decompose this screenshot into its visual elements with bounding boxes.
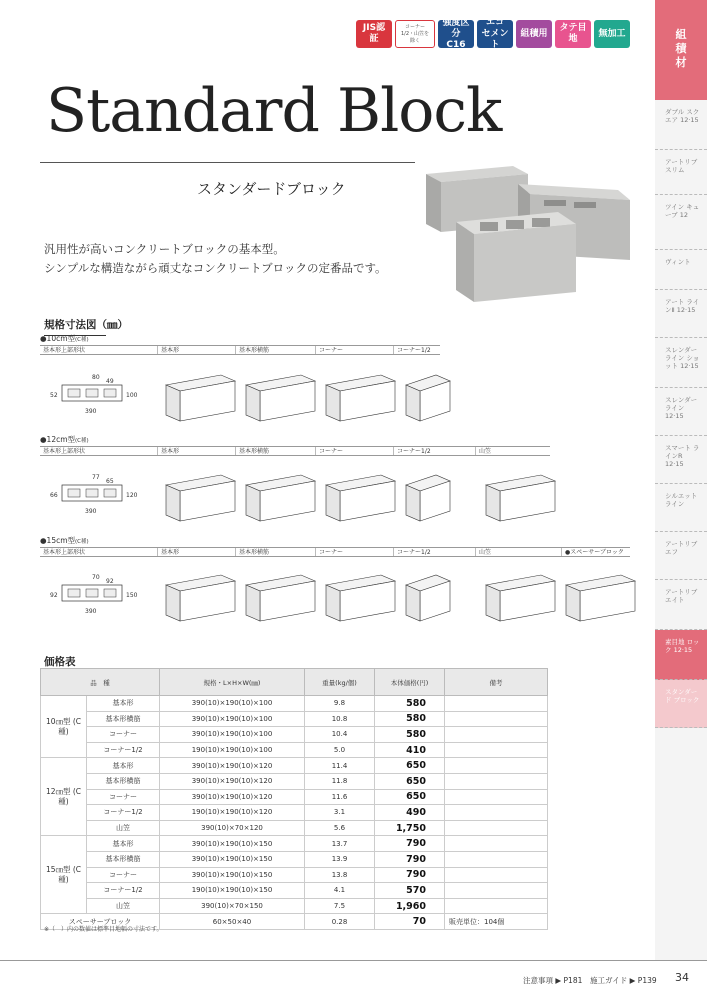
item-cell: コーナー — [87, 727, 160, 743]
sidebar-item[interactable]: シルエット ライン — [655, 484, 707, 532]
group-cell: 15㎝型 (C種) — [41, 836, 87, 914]
item-cell: コーナー — [87, 789, 160, 805]
note-cell — [445, 773, 548, 789]
page-number: 34 — [675, 971, 689, 984]
sidebar-item[interactable]: スマート ラインR 12·15 — [655, 436, 707, 484]
size-cell: 60×50×40 — [160, 914, 305, 930]
block-end — [246, 385, 260, 421]
weight-cell: 5.6 — [305, 820, 375, 836]
title-divider — [40, 162, 415, 163]
plan-cell — [86, 489, 98, 497]
footer-divider — [0, 960, 707, 961]
table-row — [41, 773, 548, 789]
weight-cell: 10.4 — [305, 727, 375, 743]
jis-note-badge: コーナー1/2・山笠を除く — [395, 20, 435, 48]
description — [44, 240, 387, 278]
size-cell: 190(10)×190(10)×100 — [160, 742, 305, 758]
sidebar-head-char: 材 — [675, 56, 687, 69]
group-cell: 12㎝型 (C種) — [41, 758, 87, 836]
group-cell: 10㎝型 (C種) — [41, 696, 87, 758]
item-cell: 基本形横筋 — [87, 711, 160, 727]
description-line: シンプルな構造ながら頑丈なコンクリートブロックの定番品です。 — [44, 261, 387, 275]
dim-label: 390 — [85, 608, 97, 615]
block-end — [406, 585, 420, 621]
item-cell: コーナー1/2 — [87, 742, 160, 758]
spec-col: 基本形 — [158, 447, 236, 455]
type-label-text: ●10cm型 — [40, 334, 76, 343]
caution-link[interactable]: 注意事項 ▶ P181 — [523, 976, 583, 985]
table-row — [41, 727, 548, 743]
spec-col: コーナー1/2 — [394, 548, 476, 556]
table-row — [41, 836, 548, 852]
strength-badge: 強度区分 C16 — [438, 20, 474, 48]
item-cell: 基本形横筋 — [87, 851, 160, 867]
plan-cell — [68, 589, 80, 597]
price-cell: 580 — [375, 711, 445, 727]
size-cell: 390(10)×190(10)×100 — [160, 696, 305, 712]
note-cell — [445, 867, 548, 883]
spec-col: コーナー — [316, 447, 394, 455]
sidebar-item[interactable]: アートリブ エフ — [655, 532, 707, 580]
item-cell: 山笠 — [87, 898, 160, 914]
type-grade: (C種) — [75, 337, 89, 343]
feature-badges — [356, 17, 630, 50]
block-end — [486, 485, 500, 521]
item-cell: 基本形 — [87, 758, 160, 774]
dim-label: 66 — [50, 492, 58, 499]
dim-label: 100 — [126, 392, 138, 399]
size-cell: 190(10)×190(10)×120 — [160, 805, 305, 821]
weight-cell: 4.1 — [305, 883, 375, 899]
eco-badge: エコ セメント — [477, 20, 513, 48]
note-cell — [445, 696, 548, 712]
block-end — [166, 385, 180, 421]
size-cell: 390(10)×70×120 — [160, 820, 305, 836]
col-size: 規格・L×H×W(㎜) — [160, 669, 305, 696]
size-cell: 390(10)×190(10)×150 — [160, 867, 305, 883]
size-cell: 390(10)×190(10)×120 — [160, 758, 305, 774]
item-cell: コーナー — [87, 867, 160, 883]
type-grade: (C種) — [75, 438, 89, 444]
size-cell: 390(10)×190(10)×120 — [160, 773, 305, 789]
product-photo — [418, 162, 638, 312]
block-end — [406, 385, 420, 421]
weight-cell: 0.28 — [305, 914, 375, 930]
price-cell: 490 — [375, 805, 445, 821]
price-cell: 790 — [375, 867, 445, 883]
weight-cell: 7.5 — [305, 898, 375, 914]
jis-badge: JIS認証 — [356, 20, 392, 48]
type-grade: (C種) — [75, 539, 89, 545]
price-cell: 790 — [375, 836, 445, 852]
block-end — [566, 585, 580, 621]
type-label-text: ●15cm型 — [40, 536, 76, 545]
sidebar-head-char: 組 — [675, 28, 687, 41]
price-cell: 70 — [375, 914, 445, 930]
spec-col: 基本形上部形状 — [40, 548, 158, 556]
sidebar-item[interactable]: アート ラインⅡ 12·15 — [655, 290, 707, 338]
dim-label: 49 — [106, 378, 114, 385]
spec-col: 基本形上部形状 — [40, 346, 158, 354]
category-sidebar — [655, 0, 707, 960]
weight-cell: 11.8 — [305, 773, 375, 789]
col-product: 品 種 — [41, 669, 160, 696]
spec-col: 基本形 — [158, 548, 236, 556]
item-cell: 基本形 — [87, 696, 160, 712]
weight-cell: 13.8 — [305, 867, 375, 883]
plan-cell — [104, 389, 116, 397]
dim-label: 65 — [106, 478, 114, 485]
block-end — [326, 585, 340, 621]
price-cell: 790 — [375, 851, 445, 867]
weight-cell: 5.0 — [305, 742, 375, 758]
note-cell — [445, 898, 548, 914]
weight-cell: 13.7 — [305, 836, 375, 852]
spec-col: 山笠 — [479, 448, 492, 455]
table-row — [41, 742, 548, 758]
note-cell — [445, 883, 548, 899]
note-cell — [445, 805, 548, 821]
dim-label: 77 — [92, 474, 100, 481]
block-end — [486, 585, 500, 621]
dim-label: 92 — [106, 578, 114, 585]
spec-col: 基本形横筋 — [236, 548, 316, 556]
unprocessed-badge: 無加工 — [594, 20, 630, 48]
vertical-joint-badge: タテ目地 — [555, 20, 591, 48]
dim-label: 390 — [85, 408, 97, 415]
table-row — [41, 711, 548, 727]
table-row — [41, 696, 548, 712]
price-footnote: ※（ ）内の数値は標準目地幅の寸法です。 — [44, 926, 163, 933]
price-table — [40, 668, 548, 930]
sidebar-item[interactable]: スレンダー ライン 12·15 — [655, 388, 707, 436]
spec-col: 基本形 — [158, 346, 236, 354]
plan-cell — [86, 389, 98, 397]
note-cell — [445, 742, 548, 758]
size-cell: 390(10)×190(10)×100 — [160, 711, 305, 727]
sidebar-item[interactable]: スレンダー ライン ショット 12·15 — [655, 338, 707, 388]
size-cell: 390(10)×190(10)×100 — [160, 727, 305, 743]
block-front — [456, 212, 576, 302]
weight-cell: 3.1 — [305, 805, 375, 821]
page-title: Standard Block — [46, 76, 502, 146]
spec-col: ●スペーサーブロック — [565, 549, 624, 556]
note-cell — [445, 711, 548, 727]
item-cell: 基本形横筋 — [87, 773, 160, 789]
spec-col: 基本形横筋 — [236, 447, 316, 455]
size-cell: 190(10)×190(10)×150 — [160, 883, 305, 899]
table-row — [41, 851, 548, 867]
price-section-title: 価格表 — [44, 656, 76, 668]
price-cell: 650 — [375, 773, 445, 789]
block-end — [166, 585, 180, 621]
note-cell — [445, 727, 548, 743]
block-end — [246, 485, 260, 521]
sidebar-item[interactable]: アートリブ スリム — [655, 150, 707, 195]
plan-cell — [104, 489, 116, 497]
block-end — [246, 585, 260, 621]
table-row — [41, 789, 548, 805]
price-cell: 580 — [375, 696, 445, 712]
sidebar-item[interactable]: アートリブ エイト — [655, 580, 707, 630]
plan-cell — [68, 389, 80, 397]
masonry-badge: 組積用 — [516, 20, 552, 48]
guide-link[interactable]: 施工ガイド ▶ P139 — [590, 976, 657, 985]
spec-section-title: 規格寸法図（㎜） — [44, 319, 128, 331]
table-row — [41, 898, 548, 914]
price-cell: 570 — [375, 883, 445, 899]
table-row — [41, 758, 548, 774]
note-cell — [445, 820, 548, 836]
price-table-header — [41, 669, 548, 696]
table-row — [41, 820, 548, 836]
col-price: 本体価格(円) — [375, 669, 445, 696]
item-cell: コーナー1/2 — [87, 805, 160, 821]
block-end — [326, 485, 340, 521]
plan-cell — [68, 489, 80, 497]
size-cell: 390(10)×190(10)×150 — [160, 851, 305, 867]
item-cell: 山笠 — [87, 820, 160, 836]
plan-cell — [86, 589, 98, 597]
item-cell: コーナー1/2 — [87, 883, 160, 899]
dim-label: 92 — [50, 592, 58, 599]
col-weight: 重量(kg/個) — [305, 669, 375, 696]
spec-col: コーナー1/2 — [397, 347, 431, 354]
block-end — [406, 485, 420, 521]
description-line: 汎用性が高いコンクリートブロックの基本型。 — [44, 242, 285, 256]
spec-col: 山笠 — [476, 548, 562, 556]
dim-label: 80 — [92, 374, 100, 381]
note-cell — [445, 836, 548, 852]
weight-cell: 10.8 — [305, 711, 375, 727]
price-cell: 410 — [375, 742, 445, 758]
table-row — [41, 867, 548, 883]
col-note: 備考 — [445, 669, 548, 696]
sidebar-item[interactable]: ヴィント — [655, 250, 707, 290]
sidebar-item-current[interactable]: スタンダード ブロック — [655, 680, 707, 728]
note-cell — [445, 758, 548, 774]
spec-col: コーナー1/2 — [394, 447, 476, 455]
spec-header-10 — [40, 345, 440, 355]
page-subtitle: スタンダードブロック — [197, 180, 346, 198]
dim-label: 120 — [126, 492, 138, 499]
spec-col: コーナー — [316, 346, 394, 354]
dim-label: 70 — [92, 574, 100, 581]
item-cell: スペーサーブロック — [41, 914, 160, 930]
price-cell: 1,750 — [375, 820, 445, 836]
sidebar-item-active[interactable]: 素目地 ロック 12·15 — [655, 630, 707, 680]
price-cell: 1,960 — [375, 898, 445, 914]
price-cell: 650 — [375, 758, 445, 774]
spec-col: 基本形横筋 — [236, 346, 316, 354]
table-row — [41, 805, 548, 821]
weight-cell: 11.6 — [305, 789, 375, 805]
block-end — [326, 385, 340, 421]
type-label-10 — [40, 333, 89, 344]
sidebar-head-char: 積 — [675, 42, 687, 55]
table-row — [41, 883, 548, 899]
size-cell: 390(10)×190(10)×120 — [160, 789, 305, 805]
block-end — [166, 485, 180, 521]
price-cell: 580 — [375, 727, 445, 743]
dim-label: 52 — [50, 392, 58, 399]
size-cell: 390(10)×70×150 — [160, 898, 305, 914]
sidebar-header — [655, 0, 707, 100]
dim-label: 390 — [85, 508, 97, 515]
spec-drawings — [40, 355, 640, 645]
note-cell: 販売単位：104個 — [445, 914, 548, 930]
item-cell: 基本形 — [87, 836, 160, 852]
weight-cell: 13.9 — [305, 851, 375, 867]
spec-col: 基本形上部形状 — [40, 447, 158, 455]
sidebar-item[interactable]: ツイン キューブ 12 — [655, 195, 707, 250]
weight-cell: 9.8 — [305, 696, 375, 712]
weight-cell: 11.4 — [305, 758, 375, 774]
type-label-text: ●12cm型 — [40, 435, 76, 444]
spec-col: コーナー — [316, 548, 394, 556]
note-cell — [445, 851, 548, 867]
plan-cell — [104, 589, 116, 597]
note-cell — [445, 789, 548, 805]
price-cell: 650 — [375, 789, 445, 805]
sidebar-item[interactable]: ダブル スクエア 12·15 — [655, 100, 707, 150]
size-cell: 390(10)×190(10)×150 — [160, 836, 305, 852]
dim-label: 150 — [126, 592, 138, 599]
